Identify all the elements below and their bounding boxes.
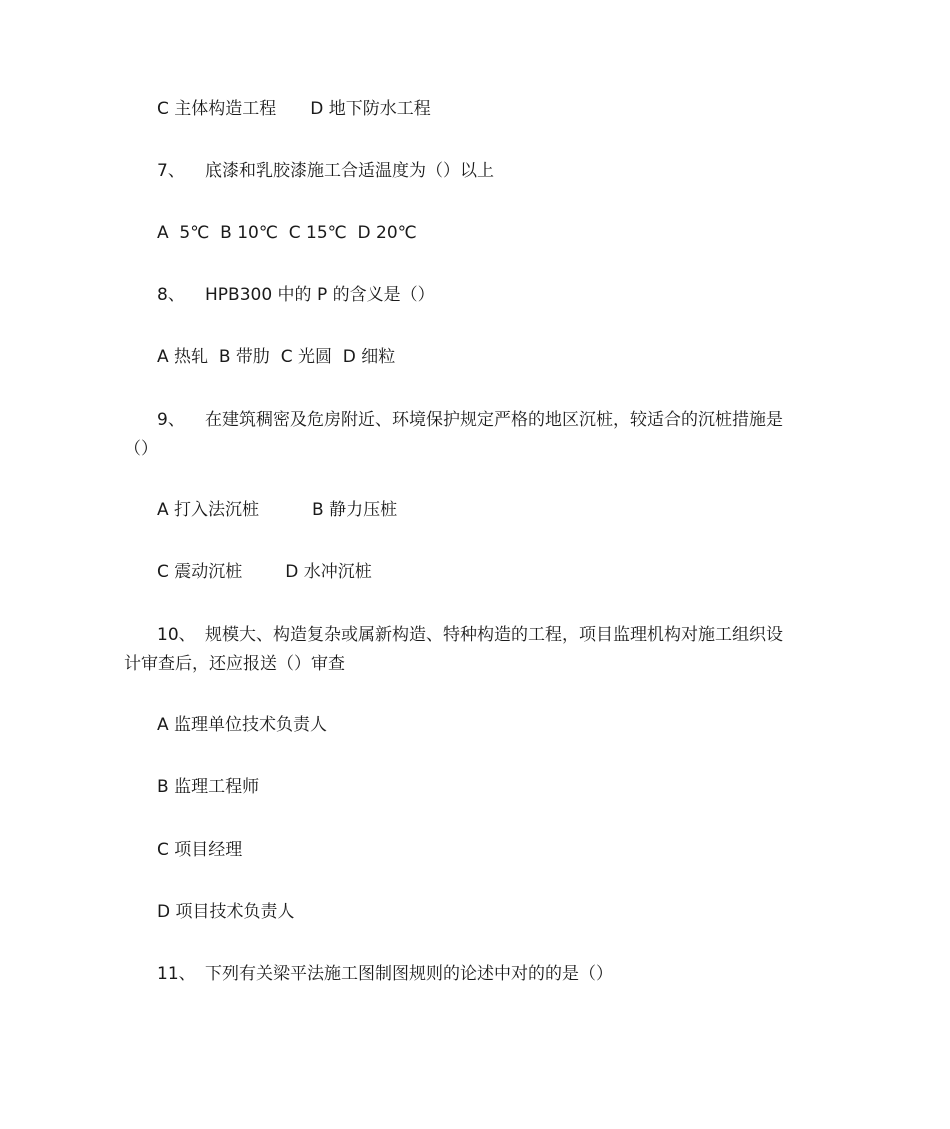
- question-number: 10、: [157, 625, 196, 645]
- question-number: 11、: [157, 964, 196, 984]
- options-text: A 5℃ B 10℃ C 15℃ D 20℃: [157, 223, 417, 243]
- question-text: 底漆和乳胶漆施工合适温度为（）以上: [205, 161, 494, 181]
- options-line-c-d: [157, 98, 431, 120]
- option-a: A 打入法沉桩: [157, 500, 260, 520]
- question-text: HPB300 中的 P 的含义是（）: [205, 285, 435, 305]
- question-11: [157, 963, 613, 985]
- question-8-options: [157, 346, 395, 368]
- option-c: C 震动沉桩: [157, 562, 243, 582]
- question-text-cont: 计审查后，还应报送（）审查: [124, 654, 345, 674]
- question-7: [157, 160, 494, 182]
- question-text: 规模大、构造复杂或属新构造、特种构造的工程，项目监理机构对施工组织设: [205, 625, 783, 645]
- option-d: D 项目技术负责人: [157, 902, 295, 922]
- options-text: A 热轧 B 带肋 C 光圆 D 细粒: [157, 347, 396, 367]
- question-number: 7、: [157, 161, 185, 181]
- option-c: C 主体构造工程: [157, 99, 277, 119]
- question-10-continuation: [124, 653, 345, 675]
- option-d: D 水冲沉桩: [285, 562, 372, 582]
- question-10-option-d: [157, 901, 295, 923]
- question-10: [157, 624, 783, 646]
- option-c: C 项目经理: [157, 840, 243, 860]
- question-8: [157, 284, 435, 306]
- option-b: B 监理工程师: [157, 777, 260, 797]
- question-number: 8、: [157, 285, 185, 305]
- question-7-options: [157, 222, 417, 244]
- question-10-option-a: [157, 714, 327, 736]
- question-9-options-ab: [157, 499, 397, 521]
- question-10-option-c: [157, 839, 242, 861]
- option-d: D 地下防水工程: [310, 99, 431, 119]
- question-text: 在建筑稠密及危房附近、环境保护规定严格的地区沉桩，较适合的沉桩措施是: [205, 410, 783, 430]
- question-9-continuation: [124, 438, 158, 460]
- question-10-option-b: [157, 776, 259, 798]
- option-b: B 静力压桩: [312, 500, 398, 520]
- question-number: 9、: [157, 410, 185, 430]
- question-9: [157, 409, 783, 431]
- question-9-options-cd: [157, 561, 372, 583]
- question-text: 下列有关梁平法施工图制图规则的论述中对的的是（）: [205, 964, 613, 984]
- question-text-cont: （）: [124, 439, 158, 459]
- option-a: A 监理单位技术负责人: [157, 715, 328, 735]
